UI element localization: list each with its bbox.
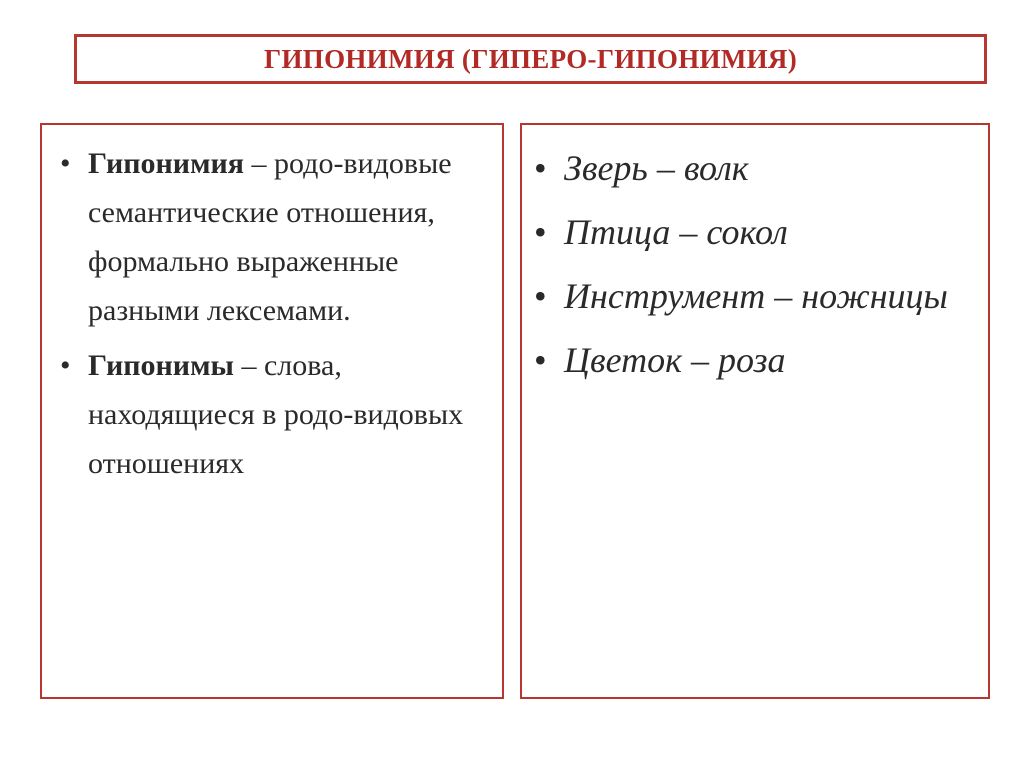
examples-list bbox=[522, 125, 988, 389]
definition-item bbox=[60, 139, 494, 335]
example-item bbox=[534, 331, 980, 389]
example-item bbox=[534, 203, 980, 261]
definitions-list bbox=[42, 125, 502, 488]
definition-item bbox=[60, 341, 494, 488]
slide-title: ГИПОНИМИЯ (ГИПЕРО-ГИПОНИМИЯ) bbox=[264, 43, 797, 74]
example-text: Зверь – волк bbox=[564, 148, 749, 188]
examples-panel bbox=[520, 123, 990, 699]
bullet-icon: • bbox=[60, 349, 71, 382]
definitions-panel bbox=[40, 123, 504, 699]
bullet-icon: • bbox=[534, 276, 547, 316]
definition-text: – слова, находящиеся в родо-видовых отношениях bbox=[88, 349, 464, 480]
bullet-icon: • bbox=[534, 212, 547, 252]
example-text: Инструмент – ножницы bbox=[564, 276, 948, 316]
definition-text: – родо-видовые семантические отношения, формально выраженные разными лексемами. bbox=[88, 147, 452, 327]
example-text: Цветок – роза bbox=[564, 340, 786, 380]
definition-term: Гипонимия bbox=[88, 147, 245, 180]
bullet-icon: • bbox=[534, 340, 547, 380]
bullet-icon: • bbox=[534, 148, 547, 188]
example-item bbox=[534, 267, 980, 325]
title-box bbox=[74, 34, 987, 84]
bullet-icon: • bbox=[60, 147, 71, 180]
example-item bbox=[534, 139, 980, 197]
example-text: Птица – сокол bbox=[564, 212, 788, 252]
definition-term: Гипонимы bbox=[88, 349, 234, 382]
